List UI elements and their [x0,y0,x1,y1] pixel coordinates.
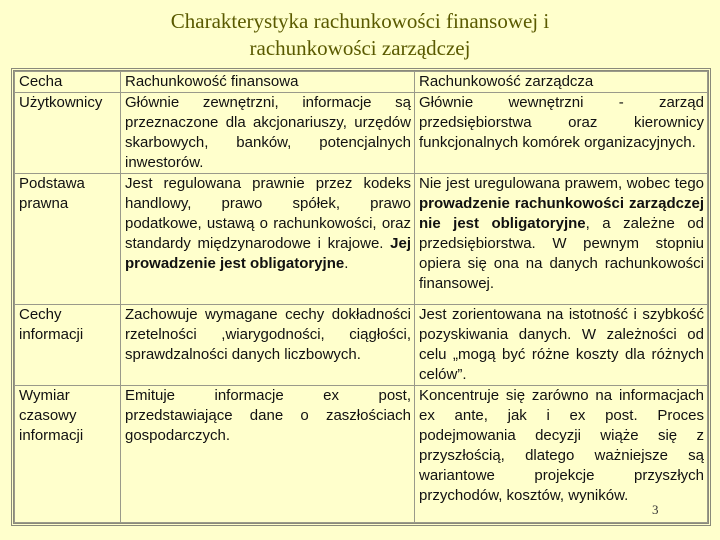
management-text: Nie jest uregulowana prawem, wobec tego [419,175,704,192]
feature-cell: Cechy informacji [15,305,121,386]
management-cell: Głównie wewnętrzni - zarząd przedsiębiorstwa oraz kierownicy funkcjonalnych komórek organizacyjnych. [415,93,708,174]
financial-text-end: . [344,255,349,272]
comparison-table [11,68,711,526]
title-line-2: rachunkowości zarządczej [249,36,471,60]
title-line-1: Charakterystyka rachunkowości finansowej i [170,9,550,33]
financial-cell: Głównie zewnętrzni, informacje są przeznaczone dla akcjonariuszy, urzędów skarbowych, banków, potencjalnych inwestorów. [121,93,415,174]
page-title [0,8,720,62]
management-cell: Koncentruje się zarówno na informacjach ex ante, jak i ex post. Proces podejmowania decyzji wiąże się z przyszłością, dlatego ważniejsze są wariantowe projekcje przyszłych przychodów, kosztów, wyników. [415,386,708,523]
header-financial: Rachunkowość finansowa [121,72,415,93]
table-row [15,93,708,174]
financial-cell [121,174,415,305]
header-management: Rachunkowość zarządcza [415,72,708,93]
management-cell [415,174,708,305]
financial-cell: Emituje informacje ex post, przedstawiające dane o zaszłościach gospodarczych. [121,386,415,523]
table-row [15,305,708,386]
feature-cell: Podstawa prawna [15,174,121,305]
header-feature: Cecha [15,72,121,93]
feature-cell: Użytkownicy [15,93,121,174]
table-header-row [15,72,708,93]
feature-cell: Wymiar czasowy informacji [15,386,121,523]
financial-text: Jest regulowana prawnie przez kodeks handlowy, prawo spółek, prawo podatkowe, ustawą o rachunkowości, oraz standardy międzynarodowe i krajowe. [125,175,411,252]
management-text-end: , a zależne od przedsiębiorstwa. W pewnym stopniu opiera się ona na danych rachunkowości finansowej. [419,215,704,292]
management-bold-text: prowadzenie rachunkowości zarządczej nie jest obligatoryjne [419,195,704,232]
financial-bold-text: Jej prowadzenie jest obligatoryjne [125,235,411,272]
table-row [15,174,708,305]
financial-cell: Zachowuje wymagane cechy dokładności rzetelności ,wiarygodności, ciągłości, sprawdzalności danych liczbowych. [121,305,415,386]
table-row [15,386,708,523]
page-number: 3 [652,502,659,517]
management-cell: Jest zorientowana na istotność i szybkość pozyskiwania danych. W zależności od celu „mogą być różne koszty dla różnych celów”. [415,305,708,386]
